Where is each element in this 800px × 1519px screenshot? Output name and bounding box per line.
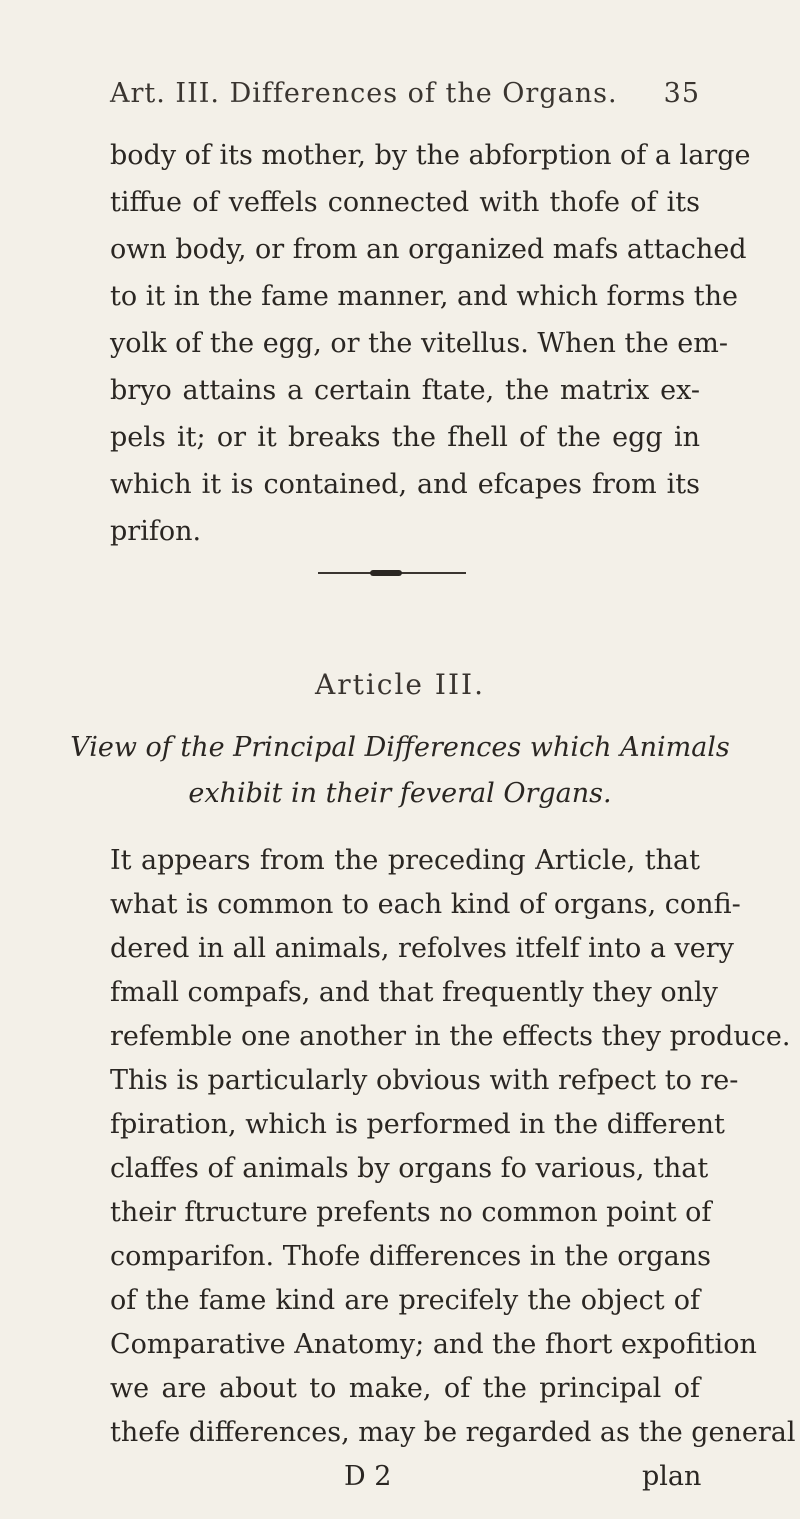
text-line: fpiration, which is performed in the different — [110, 1109, 725, 1140]
article-subtitle: View of the Principal Differences which Animals — [70, 732, 730, 763]
text-line: we are about to make, of the principal of — [110, 1373, 700, 1404]
article-heading: Article III. — [314, 668, 485, 701]
text-line: yolk of the egg, or the vitellus. When the em- — [110, 328, 728, 359]
article-subtitle: exhibit in their feveral Organs. — [188, 778, 612, 809]
text-line: thefe differences, may be regarded as the general — [110, 1417, 796, 1448]
signature-mark: D 2 — [344, 1461, 392, 1492]
text-line: prifon. — [110, 516, 202, 547]
text-line: It appears from the preceding Article, that — [110, 845, 700, 876]
text-line: pels it; or it breaks the fhell of the egg in — [110, 422, 700, 453]
text-line: This is particularly obvious with refpect to re- — [110, 1065, 739, 1096]
running-title: Art. III. Differences of the Organs. — [110, 78, 618, 109]
text-line: Comparative Anatomy; and the fhort expofition — [110, 1329, 757, 1360]
catchword: plan — [642, 1461, 702, 1492]
text-line: body of its mother, by the abforption of a large — [110, 140, 751, 171]
text-line: bryo attains a certain ftate, the matrix ex- — [110, 375, 700, 406]
text-line: to it in the fame manner, and which forms the — [110, 281, 738, 312]
section-divider — [318, 572, 466, 574]
text-line: fmall compafs, and that frequently they only — [110, 977, 718, 1008]
text-line: which it is contained, and efcapes from its — [110, 469, 700, 500]
text-line: dered in all animals, refolves itfelf into a very — [110, 933, 734, 964]
text-line: tiffue of veffels connected with thofe of its — [110, 187, 700, 218]
text-line: comparifon. Thofe differences in the organs — [110, 1241, 712, 1272]
page-number: 35 — [663, 78, 700, 109]
text-line: refemble one another in the effects they produce. — [110, 1021, 791, 1052]
text-line: claffes of animals by organs fo various, that — [110, 1153, 709, 1184]
text-line: their ftructure prefents no common point of — [110, 1197, 712, 1228]
text-line: own body, or from an organized mafs attached — [110, 234, 747, 265]
text-line: of the fame kind are precifely the object of — [110, 1285, 700, 1316]
text-line: what is common to each kind of organs, confi- — [110, 889, 741, 920]
running-header — [110, 78, 700, 109]
